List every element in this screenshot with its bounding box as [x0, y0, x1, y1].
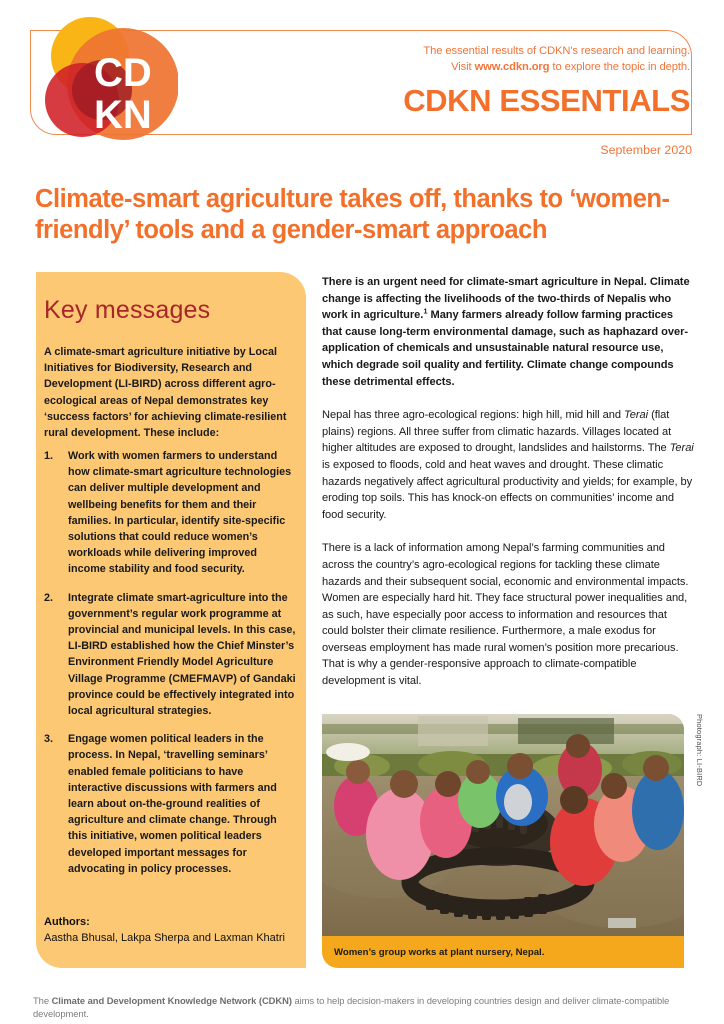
key-messages-intro: A climate-smart agriculture initiative by Local Initiatives for Biodiversity, Research and Development (LI-BIRD) across different agro-ecological areas of Nepal demonstrates key ‘success factors’ for achieving climate-resilient rural development. These include: — [44, 346, 287, 440]
footer-prefix: The — [33, 995, 52, 1006]
list-item-text — [68, 448, 296, 578]
publication-series-title: CDKN ESSENTIALS — [403, 83, 690, 118]
tagline-suffix: to explore the topic in depth. — [549, 60, 690, 73]
paragraph-2 — [322, 407, 694, 523]
paragraph-2-part-a: Nepal has three agro-ecological regions: high hill, mid hill and — [322, 409, 625, 422]
footer-org-name: Climate and Development Knowledge Network (CDKN) — [51, 995, 292, 1006]
paragraph-1-text: There is an urgent need for climate-smart agriculture in Nepal. Climate change is affecting the livelihoods of the two-thirds of Nepalis who work in agriculture. — [322, 276, 690, 322]
paragraph-1-continued: Many farmers already follow farming practices that cause long-term environmental damage, such as haphazard over-application of chemicals and unsustainable natural resource use, which degrade soil quality and fertility. Climate change compounds these detrimental effects. — [322, 309, 688, 388]
paragraph-1 — [322, 274, 694, 390]
list-item-lead: Engage women political leaders — [68, 733, 232, 746]
cdkn-logo — [28, 12, 178, 152]
authors-block — [44, 914, 296, 946]
list-item-text — [68, 590, 296, 720]
list-item-number: 2. — [44, 591, 54, 604]
footer-suffix: aims to help decision-makers in developing countries design and deliver climate-compatible development. — [33, 995, 670, 1019]
list-item — [44, 448, 296, 578]
cdkn-website-link[interactable]: www.cdkn.org — [474, 60, 550, 73]
header-tagline — [330, 44, 690, 75]
list-item-lead: Work with women farmers — [68, 450, 203, 462]
paragraph-2-part-c: is exposed to floods, cold and heat waves and drought. These climatic hazards negatively affect agricultural productivity and yields; for example, by eroding top soils. This has knock-on effects on communities’ income and food security. — [322, 458, 693, 521]
photo-figure — [322, 714, 684, 968]
list-item-lead: Integrate climate smart-agriculture — [68, 591, 246, 604]
paragraph-3: There is a lack of information among Nepal’s farming communities and across the country’s agro-ecological regions for tackling these climate hazards and their subsequent social, economic and environmental impacts. Women are especially hard hit. They face structural power inequalities and, as such, have especially poor access to information and resources that could bolster their climate resilience. Furthermore, a male exodus for overseas employment has made rural women’s position more precarious. That is why a gender-responsive approach to climate-compatible development is vital. — [322, 542, 689, 688]
list-item-body: in the process. In Nepal, ‘travelling seminars’ enabled female politicians to have interactive discussions with farmers and learn about on-the-ground realities of agriculture and climate change. Through this initiative, women political leaders developed important messages for advocating in policy processes. — [68, 733, 277, 875]
paragraph-2-part-b: (flat plains) regions. All three suffer from climatic hazards. Villages located at higher altitudes are exposed to drought, landslides and hailstorms. The — [322, 409, 672, 455]
term-terai-1: Terai — [624, 409, 649, 422]
tagline-prefix: Visit — [451, 60, 475, 73]
list-item — [44, 731, 296, 877]
authors-label: Authors: — [44, 916, 90, 928]
key-messages-heading: Key messages — [44, 296, 211, 324]
logo-label-cd: CD — [94, 51, 152, 95]
footer-note — [33, 994, 703, 1020]
term-terai-2: Terai — [669, 442, 694, 455]
photo-illustration — [322, 714, 684, 936]
authors-names: Aastha Bhusal, Lakpa Sherpa and Laxman Khatri — [44, 932, 285, 944]
logo-graphic — [28, 12, 178, 152]
key-messages-list — [44, 448, 296, 889]
list-item-number: 3. — [44, 733, 54, 746]
article-body — [322, 274, 694, 707]
footnote-marker-1: 1 — [423, 306, 428, 316]
issue-date: September 2020 — [600, 143, 692, 157]
key-messages-panel — [36, 272, 306, 968]
photo-caption: Women’s group works at plant nursery, Nepal. — [322, 936, 684, 968]
tagline-line-2 — [330, 60, 690, 76]
list-item-body: into the government’s regular work programme at provincial and municipal levels. In this case, LI-BIRD established how the Chief Minster’s Environment Friendly Model Agriculture Village Programme (CMEFMAVP) of Gandaki province could be effectively integrated into local agricultural strategies. — [68, 591, 296, 718]
logo-label-kn: KN — [94, 93, 152, 137]
page-title: Climate-smart agriculture takes off, thanks to ‘women-friendly’ tools and a gender-smart approach — [35, 185, 670, 244]
list-item-text — [68, 731, 296, 877]
list-item — [44, 590, 296, 720]
tagline-line-1: The essential results of CDKN's research and learning. — [423, 45, 690, 57]
photo-image — [322, 714, 684, 936]
photo-credit: Photograph: LI-BIRD — [695, 714, 704, 787]
list-item-number: 1. — [44, 450, 54, 462]
list-item-body: to understand how climate-smart agriculture technologies can deliver multiple development and wellbeing benefits for them and their families. In particular, identify site-specific solutions that could reduce women’s workloads while delivering improved income stability and food security. — [68, 450, 292, 576]
